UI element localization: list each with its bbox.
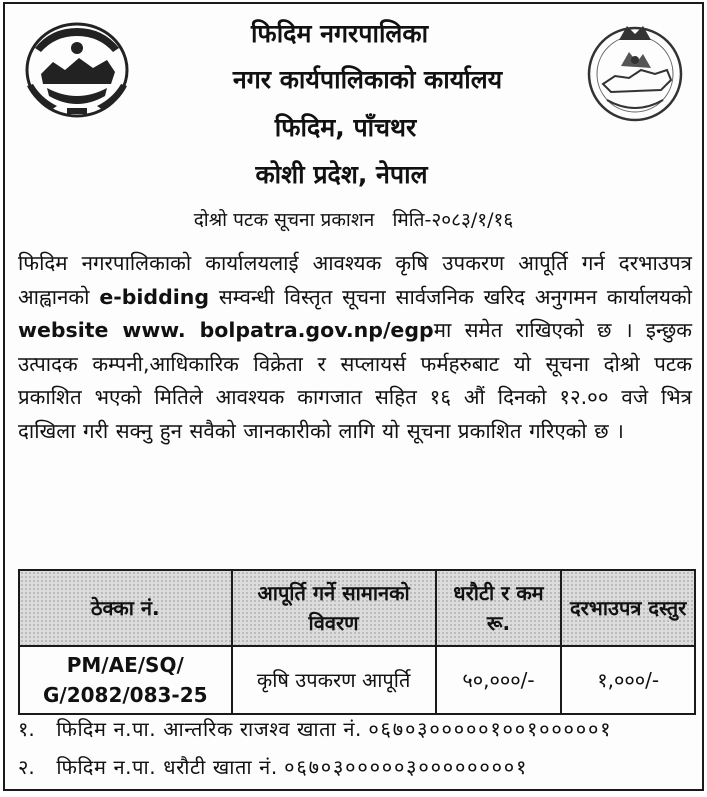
account-index: १. — [18, 717, 35, 741]
account-label: फिदिम न.पा. धरौटी खाता नं. — [56, 755, 278, 779]
account-index: २. — [18, 755, 35, 779]
list-item — [18, 748, 696, 786]
body-part-1: फिदिम नगरपालिकाको कार्यालयलाई आवश्यक कृषि उपकरण आपूर्ति गर्न दरभाउपत्र आह्वानको — [18, 251, 692, 309]
province-line: कोशी प्रदेश, नेपाल — [255, 160, 428, 189]
col-contract-no: ठेक्का नं. — [19, 570, 232, 646]
account-number: ०६७०३०००००१००१०००००१ — [368, 717, 613, 741]
office-title: नगर कार्यपालिकाको कार्यालय — [232, 65, 503, 94]
description-cell: कृषि उपकरण आपूर्ति — [232, 646, 436, 714]
body-part-3: मा समेत राखिएको छ । इन्छुक उत्पादक कम्पनी,आधिकारिक विक्रेता र सप्लायर्स फर्महरुबाट यो सूचना दोश्रो पटक प्रकाशित भएको मितिले आवश्यक कागजात सहित १६ औं दिनको १२.०० वजे भित्र दाखिला गरी सक्नु हुन सवैको जानकारीको लागि यो सूचना प्रकाशित गरिएको छ । — [18, 318, 692, 443]
col-deposit: धरौटी र कम रू. — [436, 570, 562, 646]
account-label: फिदिम न.पा. आन्तरिक राजश्व खाता नं. — [56, 717, 362, 741]
municipality-title: फिदिम नगरपालिका — [250, 19, 429, 48]
fee-cell: १,०००/- — [561, 646, 695, 714]
notice-title: दोश्रो पटक सूचना प्रकाशन — [193, 209, 375, 231]
bid-table-header-row — [19, 570, 695, 646]
notice-body — [18, 247, 692, 449]
body-bold-website: website www. bolpatra.gov.np/egp — [18, 318, 434, 343]
contract-no-cell: PM/AE/SQ/ G/2082/083-25 — [19, 646, 232, 714]
notice-date: मिति-२०८३/१/१६ — [392, 209, 514, 231]
notice-page — [3, 2, 704, 791]
list-item — [18, 710, 696, 748]
notice-heading — [5, 207, 702, 233]
bid-table — [18, 569, 696, 715]
table-row — [19, 646, 695, 714]
body-bold-ebidding: e-bidding — [99, 284, 210, 309]
deposit-cell: ५०,०००/- — [436, 646, 562, 714]
body-part-2: सम्वन्धी विस्तृत सूचना सार्वजनिक खरिद अनुगमन कार्यालयको — [209, 284, 692, 309]
col-description: आपूर्ति गर्ने सामानको विवरण — [232, 570, 436, 646]
col-fee: दरभाउपत्र दस्तुर — [561, 570, 695, 646]
location-line: फिदिम, पाँचथर — [274, 113, 417, 142]
account-number: ०६७०३०००००३००००००००१ — [284, 755, 529, 779]
account-list — [18, 710, 696, 786]
